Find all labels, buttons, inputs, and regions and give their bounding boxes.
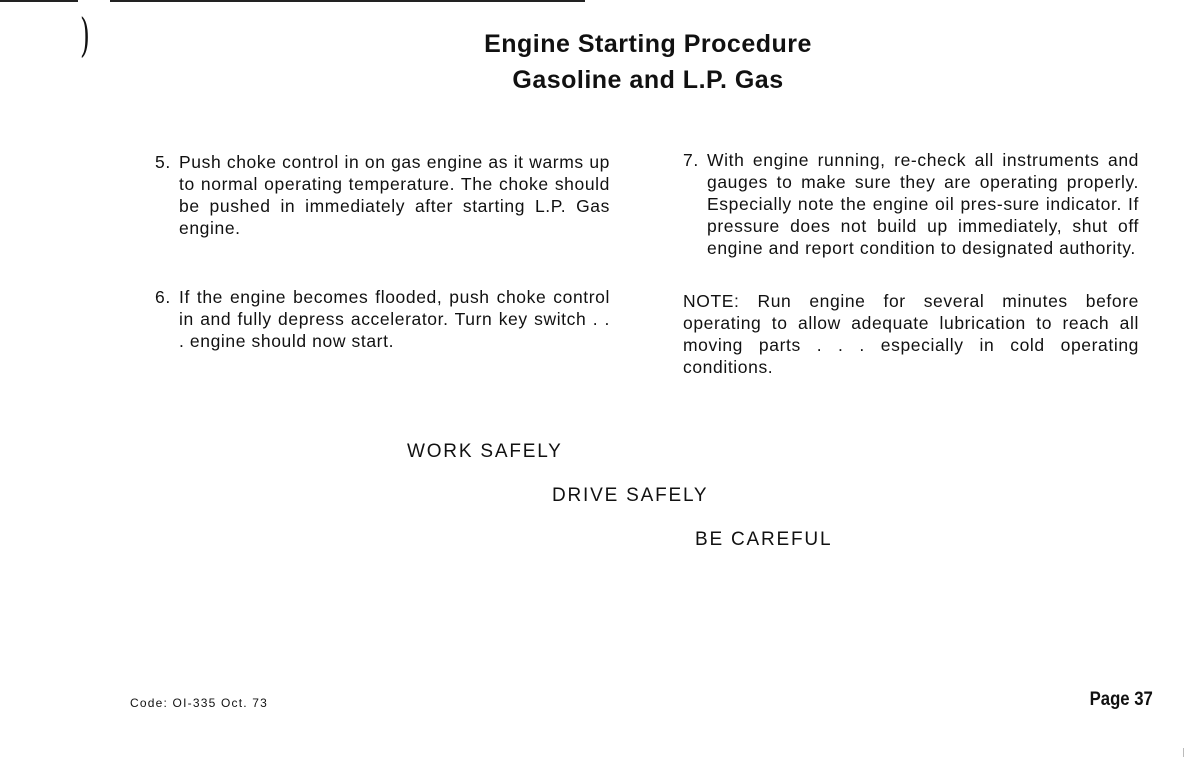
document-code: Code: OI-335 Oct. 73 (130, 696, 269, 710)
page-number: Page 37 (1089, 689, 1153, 710)
step-6 (155, 286, 610, 352)
step-text: Push choke control in on gas engine as it warms up to normal operating temperature. The choke should be pushed in immediately after starting L.P. Gas engine. (179, 152, 610, 238)
step-7 (683, 149, 1139, 259)
step-text: With engine running, re-check all instruments and gauges to make sure they are operating properly. Especially note the engine oil pres-sure indicator. If pressure does not build up immediately, shut off engine and report condition to designated authority. (707, 150, 1139, 258)
page-title: Engine Starting Procedure (484, 30, 812, 58)
step-5 (155, 151, 610, 239)
top-rule-right (110, 0, 585, 2)
note-paragraph: NOTE: Run engine for several minutes before operating to allow adequate lubrication to reach all moving parts . . . especially in cold operating conditions. (683, 291, 1139, 377)
edge-mark (1183, 748, 1184, 757)
motto-drive-safely: DRIVE SAFELY (552, 485, 709, 506)
motto-work-safely: WORK SAFELY (407, 441, 563, 462)
top-rule-left (0, 0, 78, 2)
step-number: 6. (155, 287, 171, 307)
page-subtitle: Gasoline and L.P. Gas (512, 66, 784, 94)
motto-be-careful: BE CAREFUL (695, 529, 833, 550)
step-number: 5. (155, 152, 171, 172)
binding-mark-icon: ) (80, 8, 90, 62)
step-number: 7. (683, 150, 699, 170)
step-text: If the engine becomes flooded, push choke control in and fully depress accelerator. Turn key switch . . . engine should now start. (179, 287, 610, 351)
